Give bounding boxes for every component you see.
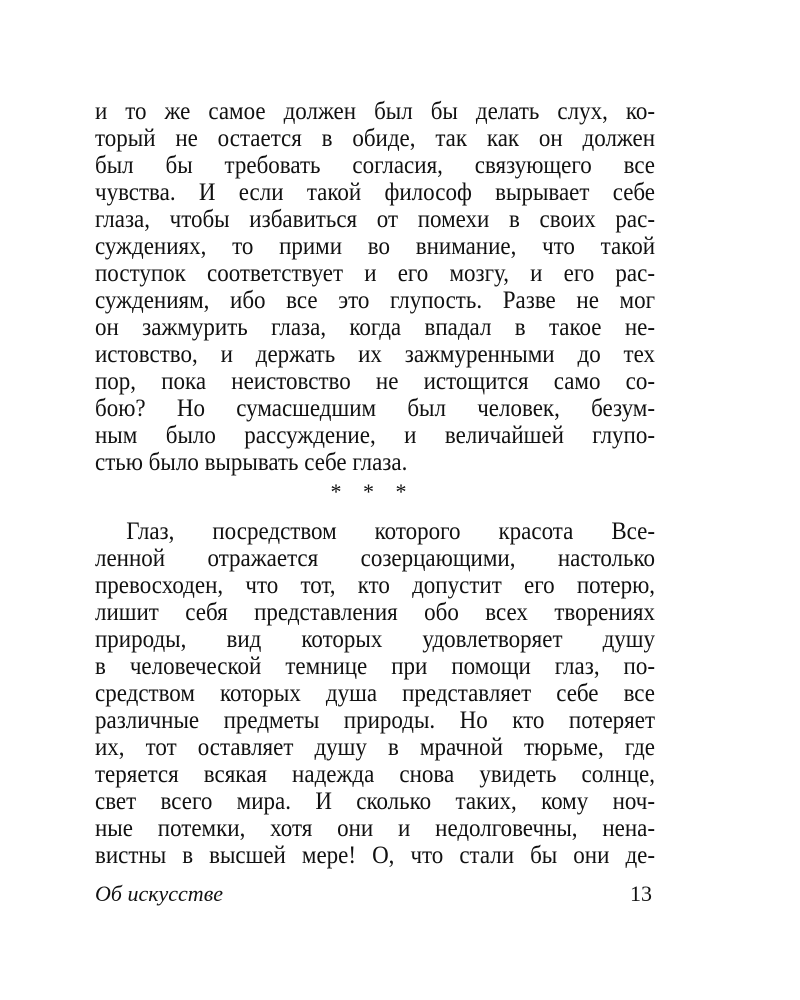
text-line: глаза, чтобы избавиться от помехи в своих рас- — [95, 206, 656, 233]
text-line: свет всего мира. И сколько таких, кому ноч- — [95, 788, 656, 815]
text-line: в человеческой темнице при помощи глаз, по- — [95, 653, 656, 680]
text-line: их, тот оставляет душу в мрачной тюрьме, где — [95, 734, 656, 761]
text-line: чувства. И если такой философ вырывает себе — [95, 179, 656, 206]
text-line: теряется всякая надежда снова увидеть солнце, — [95, 761, 656, 788]
text-line: пор, пока неистовство не истощится само со- — [95, 368, 656, 395]
text-line: вистны в высшей мере! О, что стали бы они де- — [95, 842, 656, 869]
paragraph-1 — [95, 98, 655, 476]
section-separator: * * * — [330, 479, 415, 504]
text-line: различные предметы природы. Но кто потеряет — [95, 707, 656, 734]
text-line: Глаз, посредством которого красота Все- — [126, 518, 656, 545]
text-line: ные потемки, хотя они и недолговечны, нена- — [95, 815, 656, 842]
text-line: поступок соответствует и его мозгу, и его рас- — [95, 260, 656, 287]
page-number: 13 — [630, 881, 652, 906]
text-line: торый не остается в обиде, так как он должен — [95, 125, 656, 152]
text-line: средством которых душа представляет себе все — [95, 680, 656, 707]
text-line: природы, вид которых удовлетворяет душу — [95, 626, 656, 653]
text-line: бою? Но сумасшедшим был человек, безум- — [95, 395, 656, 422]
text-line: лишит себя представления обо всех творениях — [95, 599, 656, 626]
text-line: суждениям, ибо все это глупость. Разве не мог — [95, 287, 656, 314]
text-line: и то же самое должен был бы делать слух, ко- — [95, 98, 656, 125]
paragraph-2 — [95, 518, 655, 869]
running-footer-title: Об искусстве — [95, 881, 224, 906]
text-line: превосходен, что тот, кто допустит его потерю, — [95, 572, 656, 599]
text-line: ным было рассуждение, и величайшей глупо- — [95, 422, 656, 449]
text-line: истовство, и держать их зажмуренными до тех — [95, 341, 656, 368]
text-line: ленной отражается созерцающими, настолько — [95, 545, 656, 572]
text-line: суждениях, то прими во внимание, что такой — [95, 233, 656, 260]
text-line: он зажмурить глаза, когда впадал в такое не- — [95, 314, 656, 341]
text-line: был бы требовать согласия, связующего все — [95, 152, 656, 179]
text-line: стью было вырывать себе глаза. — [95, 449, 408, 476]
